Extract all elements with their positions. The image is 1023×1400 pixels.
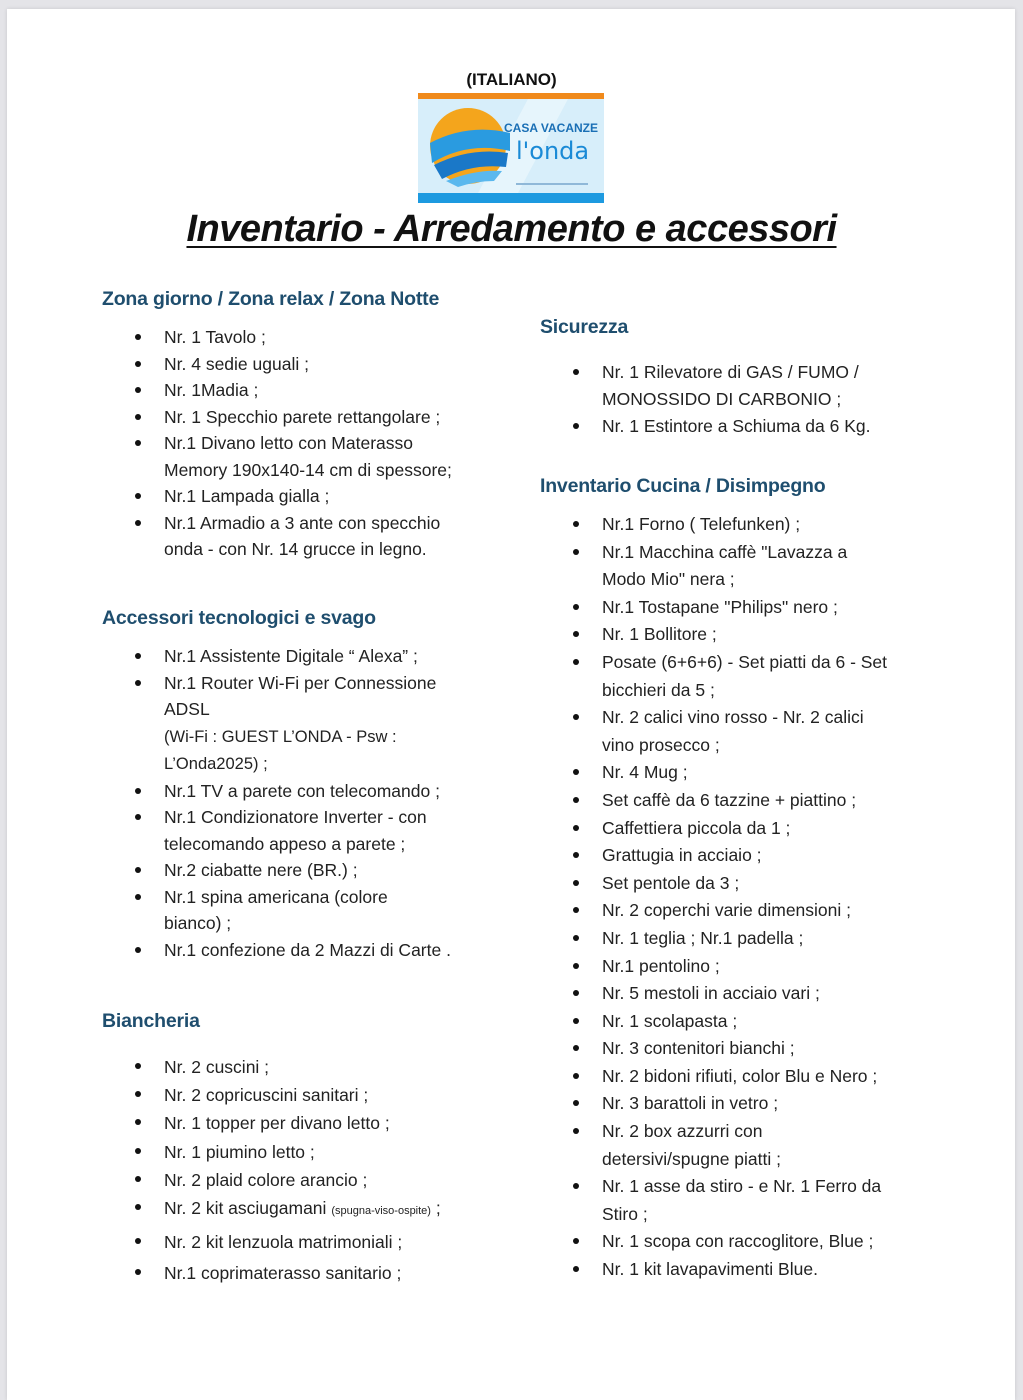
list-item: Nr.1 spina americana (colore bianco) ; (164, 884, 451, 937)
list-item: Nr. 2 calici vino rosso - Nr. 2 calici vino prosecco ; (602, 704, 887, 759)
list-item: Nr.1 Condizionatore Inverter - con telecomando appeso a parete ; (164, 804, 451, 857)
list-item: Nr.1 confezione da 2 Mazzi di Carte . (164, 937, 451, 964)
logo-line2: l'onda (516, 137, 590, 165)
list-item: Nr. 1 Specchio parete rettangolare ; (164, 404, 452, 431)
list-item: Nr. 2 plaid colore arancio ; (164, 1166, 441, 1194)
casa-vacanze-londa-logo (418, 93, 604, 203)
list-item: Nr. 1 Bollitore ; (602, 621, 887, 649)
list-item: Nr.1 Router Wi-Fi per Connessione ADSL (Wi-Fi : GUEST L’ONDA - Psw : L’Onda2025) ; (164, 670, 451, 778)
section-title-cucina: Inventario Cucina / Disimpegno (540, 475, 826, 497)
list-item: Nr. 1 piumino letto ; (164, 1138, 441, 1166)
list-item: Nr. 2 bidoni rifiuti, color Blu e Nero ; (602, 1063, 887, 1091)
list-biancheria (164, 1053, 441, 1288)
list-item: Nr. 2 coperchi varie dimensioni ; (602, 897, 887, 925)
list-item: Nr.2 ciabatte nere (BR.) ; (164, 857, 451, 884)
list-item: Nr. 1 topper per divano letto ; (164, 1109, 441, 1137)
list-item: Nr. 2 kit lenzuola matrimoniali ; (164, 1228, 441, 1256)
list-item: Nr.1 Assistente Digitale “ Alexa” ; (164, 643, 451, 670)
section-title-biancheria: Biancheria (102, 1010, 200, 1032)
list-item: Nr.1 Tostapane "Philips" nero ; (602, 594, 887, 622)
list-item: Nr. 5 mestoli in acciaio vari ; (602, 980, 887, 1008)
list-item: Nr. 1 Estintore a Schiuma da 6 Kg. (602, 413, 870, 440)
list-item: Nr.1 Divano letto con Materasso Memory 190x140-14 cm di spessore; (164, 430, 452, 483)
list-item: Nr.1 Forno ( Telefunken) ; (602, 511, 887, 539)
list-item: Grattugia in acciaio ; (602, 842, 887, 870)
list-item: Nr. 2 copricuscini sanitari ; (164, 1081, 441, 1109)
list-item: Nr. 1 scolapasta ; (602, 1008, 887, 1036)
list-cucina (602, 511, 887, 1284)
list-item: Nr.1 Macchina caffè "Lavazza a Modo Mio" nera ; (602, 539, 887, 594)
list-tech (164, 643, 451, 963)
list-sicurezza (602, 359, 870, 440)
section-title-tech: Accessori tecnologici e svago (102, 607, 376, 629)
list-item: Nr. 1 kit lavapavimenti Blue. (602, 1256, 887, 1284)
list-item: Nr. 1Madia ; (164, 377, 452, 404)
section-title-sicurezza: Sicurezza (540, 316, 629, 338)
list-item: Nr. 1 teglia ; Nr.1 padella ; (602, 925, 887, 953)
list-item: Set caffè da 6 tazzine + piattino ; (602, 787, 887, 815)
list-item: Nr.1 Lampada gialla ; (164, 483, 452, 510)
page-title: Inventario - Arredamento e accessori (186, 208, 837, 250)
list-item: Nr. 1 asse da stiro - e Nr. 1 Ferro da Stiro ; (602, 1173, 887, 1228)
list-zona (164, 324, 452, 563)
list-item: Nr.1 Armadio a 3 ante con specchio onda - con Nr. 14 grucce in legno. (164, 510, 452, 563)
list-item: Nr. 3 contenitori bianchi ; (602, 1035, 887, 1063)
list-item: Nr. 3 barattoli in vetro ; (602, 1090, 887, 1118)
language-label: (ITALIANO) (466, 70, 557, 89)
list-item: Nr.1 TV a parete con telecomando ; (164, 778, 451, 805)
logo-graphic (418, 93, 604, 203)
list-item: Nr. 1 scopa con raccoglitore, Blue ; (602, 1228, 887, 1256)
list-item: Nr.1 pentolino ; (602, 953, 887, 981)
list-item: Nr. 2 box azzurri con detersivi/spugne piatti ; (602, 1118, 887, 1173)
list-item: Nr. 2 kit asciugamani (spugna-viso-ospite) ; (164, 1194, 441, 1225)
list-item: Nr. 1 Rilevatore di GAS / FUMO / MONOSSIDO DI CARBONIO ; (602, 359, 870, 412)
section-title-zona: Zona giorno / Zona relax / Zona Notte (102, 288, 440, 310)
list-item: Nr.1 coprimaterasso sanitario ; (164, 1259, 441, 1287)
list-item: Nr. 4 Mug ; (602, 759, 887, 787)
list-item: Nr. 1 Tavolo ; (164, 324, 452, 351)
list-item: Posate (6+6+6) - Set piatti da 6 - Set bicchieri da 5 ; (602, 649, 887, 704)
list-item: Set pentole da 3 ; (602, 870, 887, 898)
list-item: Nr. 2 cuscini ; (164, 1053, 441, 1081)
list-item: Nr. 4 sedie uguali ; (164, 351, 452, 378)
list-item: Caffettiera piccola da 1 ; (602, 815, 887, 843)
logo-line1: CASA VACANZE (504, 121, 599, 135)
